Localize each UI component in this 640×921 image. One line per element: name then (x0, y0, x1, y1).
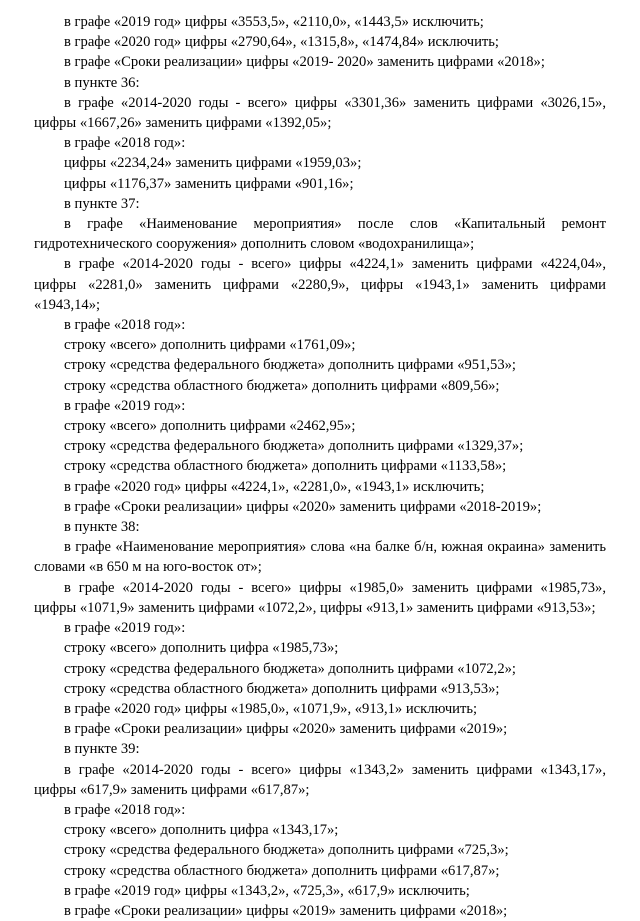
paragraph: строку «средства областного бюджета» дополнить цифрами «617,87»; (64, 862, 500, 879)
paragraph: строку «всего» дополнить цифрами «2462,95»; (64, 418, 356, 435)
paragraph: в графе «2019 год»: (64, 397, 186, 414)
paragraph: строку «средства федерального бюджета» дополнить цифрами «1329,37»; (64, 438, 524, 455)
paragraph: в графе «Наименование мероприятия» после слов «Капитальный ремонт гидротехнического сооружения» дополнить словом «водохранилища»; (34, 216, 606, 253)
paragraph: в графе «2014-2020 годы - всего» цифры «1985,0» заменить цифрами «1985,73», цифры «1071,9» заменить цифрами «1072,2», цифры «913,1» заменить цифрами «913,53»; (34, 579, 606, 616)
paragraph: в графе «2019 год» цифры «3553,5», «2110,0», «1443,5» исключить; (64, 14, 484, 30)
paragraph: в графе «2018 год»: (64, 135, 186, 152)
section-heading: в пункте 38: (64, 519, 140, 536)
section-heading: в пункте 37: (64, 195, 140, 212)
paragraph: в графе «Сроки реализации» цифры «2020» заменить цифрами «2019»; (64, 721, 508, 738)
paragraph: строку «средства областного бюджета» дополнить цифрами «809,56»; (64, 377, 500, 394)
paragraph: строку «средства областного бюджета» дополнить цифрами «913,53»; (64, 680, 500, 697)
paragraph: в графе «Сроки реализации» цифры «2019» заменить цифрами «2018»; (64, 902, 508, 919)
paragraph: в графе «2020 год» цифры «4224,1», «2281,0», «1943,1» исключить; (64, 478, 485, 495)
paragraph: строку «всего» дополнить цифра «1985,73»; (64, 640, 339, 657)
paragraph: в графе «Сроки реализации» цифры «2020» заменить цифрами «2018-2019»; (64, 498, 542, 515)
section-heading: в пункте 36: (64, 74, 140, 91)
paragraph: цифры «2234,24» заменить цифрами «1959,03»; (64, 155, 362, 172)
paragraph: в графе «2018 год»: (64, 801, 186, 818)
paragraph: строку «средства федерального бюджета» дополнить цифрами «725,3»; (64, 842, 509, 859)
paragraph: строку «средства федерального бюджета» дополнить цифрами «1072,2»; (64, 660, 516, 677)
paragraph: в графе «2020 год» цифры «1985,0», «1071,9», «913,1» исключить; (64, 700, 478, 717)
document-page (34, 12, 606, 921)
paragraph: в графе «Наименование мероприятия» слова «на балке б/н, южная окраина» заменить словами «в 650 м на юго-восток от»; (34, 539, 606, 576)
paragraph: в графе «2019 год» цифры «1343,2», «725,3», «617,9» исключить; (64, 882, 470, 899)
paragraph: в графе «2014-2020 годы - всего» цифры «4224,1» заменить цифрами «4224,04», цифры «2281,0» заменить цифрами «2280,9», цифры «1943,1» заменить цифрами «1943,14»; (34, 256, 606, 313)
paragraph: в графе «2020 год» цифры «2790,64», «1315,8», «1474,84» исключить; (64, 34, 499, 51)
paragraph: в графе «2018 год»: (64, 317, 186, 334)
section-heading: в пункте 39: (64, 741, 140, 758)
paragraph: строку «средства областного бюджета» дополнить цифрами «1133,58»; (64, 458, 507, 475)
paragraph: в графе «2014-2020 годы - всего» цифры «1343,2» заменить цифрами «1343,17», цифры «617,9» заменить цифрами «617,87»; (34, 761, 606, 798)
paragraph: в графе «2014-2020 годы - всего» цифры «3301,36» заменить цифрами «3026,15», цифры «1667,26» заменить цифрами «1392,05»; (34, 94, 606, 132)
paragraph: цифры «1176,37» заменить цифрами «901,16»; (64, 175, 354, 192)
paragraph: в графе «2019 год»: (64, 620, 186, 637)
paragraph: строку «всего» дополнить цифра «1343,17»; (64, 822, 339, 839)
paragraph: в графе «Сроки реализации» цифры «2019- 2020» заменить цифрами «2018»; (64, 54, 545, 71)
paragraph: строку «средства федерального бюджета» дополнить цифрами «951,53»; (64, 357, 516, 374)
paragraph: строку «всего» дополнить цифрами «1761,09»; (64, 337, 356, 354)
